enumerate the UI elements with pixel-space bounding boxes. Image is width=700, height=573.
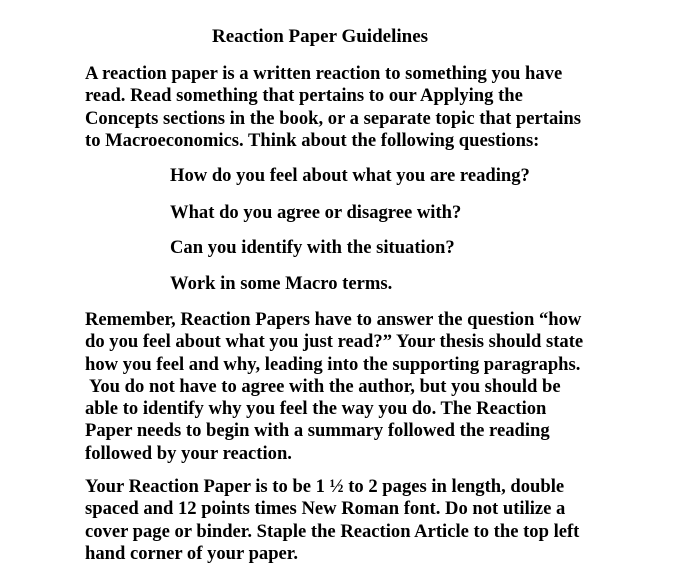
remember-line: do you feel about what you just read?” Your thesis should state: [85, 331, 584, 353]
intro-line: Concepts sections in the book, or a separate topic that pertains: [85, 107, 581, 129]
remember-line: You do not have to agree with the author, but you should be: [89, 375, 561, 397]
format-line: hand corner of your paper.: [85, 542, 298, 564]
remember-line: followed by your reaction.: [85, 442, 292, 464]
document-title: Reaction Paper Guidelines: [212, 26, 429, 47]
intro-line: A reaction paper is a written reaction to something you have: [85, 63, 563, 84]
format-line: Your Reaction Paper is to be 1 ½ to 2 pages in length, double: [85, 476, 565, 497]
intro-line: read. Read something that pertains to our Applying the: [85, 85, 523, 107]
remember-line: Paper needs to begin with a summary followed the reading: [85, 420, 550, 442]
format-paragraph: [85, 476, 645, 565]
remember-line: able to identify why you feel the way you do. The Reaction: [85, 398, 547, 420]
question-agree: What do you agree or disagree with?: [170, 202, 462, 223]
remember-line: Remember, Reaction Papers have to answer the question “how: [85, 309, 582, 330]
format-line: cover page or binder. Staple the Reaction Article to the top left: [85, 520, 580, 542]
remember-paragraph: [85, 309, 645, 465]
question-feel: How do you feel about what you are reading?: [170, 165, 530, 186]
question-macro-terms: Work in some Macro terms.: [170, 273, 393, 294]
question-identify: Can you identify with the situation?: [170, 237, 455, 258]
remember-line: how you feel and why, leading into the supporting paragraphs.: [85, 353, 581, 375]
intro-paragraph: [85, 63, 645, 152]
intro-line: to Macroeconomics. Think about the following questions:: [85, 129, 540, 151]
format-line: spaced and 12 points times New Roman font. Do not utilize a: [85, 498, 566, 520]
